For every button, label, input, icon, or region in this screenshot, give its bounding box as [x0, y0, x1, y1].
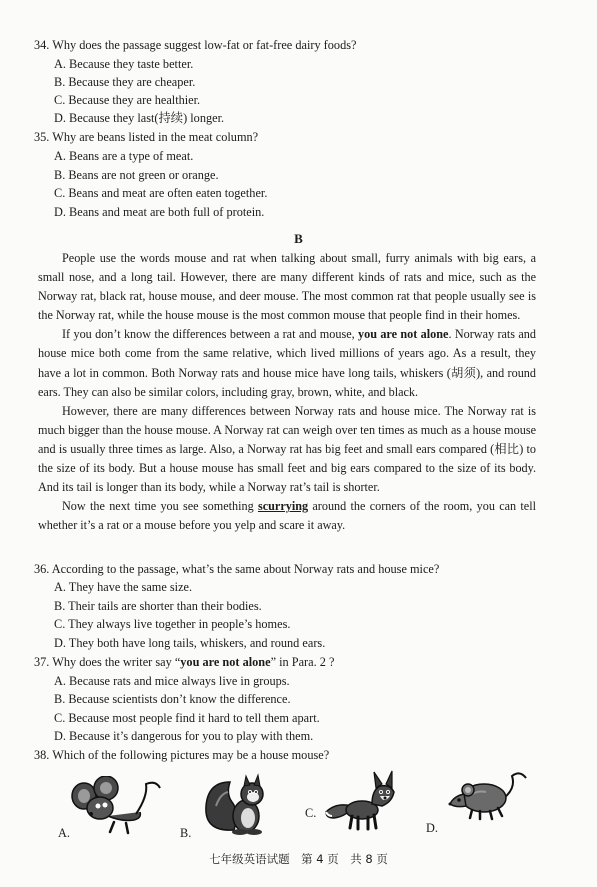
picture-a-label: A. [58, 826, 70, 840]
p2-text-before: If you don’t know the differences between a rat and mouse, [62, 327, 359, 342]
question-34-option-c: C. Because they are healthier. [54, 93, 201, 107]
p2-text-after: . Norway rats and house mice both come from the same relative, which lived millions of years ago. As a result, they have a lot in common. Both Norway rats and house mice have long tails, whiskers (胡须), and round ears. They can also be similar colors, including gray, brown, white, and black. [38, 327, 536, 399]
question-36-option-d: D. They both have long tails, whiskers, and round ears. [54, 636, 326, 650]
question-34-stem: 34. Why does the passage suggest low-fat or fat-free dairy foods? [34, 38, 357, 52]
p4-text-before: Now the next time you see something [62, 499, 258, 514]
question-36-stem: 36. According to the passage, what’s the same about Norway rats and house mice? [34, 562, 440, 576]
reading-passage [38, 249, 536, 535]
p2-bold-phrase: you are not alone [358, 327, 449, 342]
picture-b-label: B. [180, 826, 192, 840]
section-heading: B [294, 231, 303, 246]
question-37-stem [34, 655, 334, 670]
passage-paragraph-1: People use the words mouse and rat when talking about small, furry animals with big ears, a small nose, and a long tail. However, there are many different kinds of rats and mice, such as the Norway rat, black rat, house mouse, and deer mouse. The most common rat that people usually see is the Norway rat, while the house mouse is the most common mouse that people find in their homes. [38, 251, 536, 323]
question-36-option-a: A. They have the same size. [54, 580, 193, 594]
picture-c-label: C. [305, 806, 317, 820]
question-34-option-d: D. Because they last(持续) longer. [54, 111, 225, 125]
question-37-option-b: B. Because scientists don’t know the difference. [54, 692, 291, 706]
p4-underlined-word: scurrying [257, 499, 309, 514]
passage-paragraph-2 [38, 325, 536, 401]
question-37-option-d: D. Because it’s dangerous for you to play with them. [54, 729, 314, 743]
picture-d-label: D. [426, 821, 438, 835]
q37-stem-after: ” in Para. 2 ? [270, 655, 335, 669]
question-36-option-b: B. Their tails are shorter than their bodies. [54, 599, 262, 613]
page-footer: 七年级英语试题 第 4 页 共 8 页 [209, 852, 388, 866]
question-34-option-a: A. Because they taste better. [54, 57, 194, 71]
question-35-option-a: A. Beans are a type of meat. [54, 149, 194, 163]
q37-stem-before: 37. Why does the writer say “ [34, 655, 181, 669]
question-35-option-d: D. Beans and meat are both full of protein. [54, 205, 265, 219]
question-34-option-b: B. Because they are cheaper. [54, 75, 196, 89]
p4-text-after: around the corners of the room, you can tell whether it’s a rat or a mouse before you yelp and scare it away. [38, 499, 536, 533]
passage-paragraph-4 [38, 497, 536, 535]
q37-stem-bold: you are not alone [180, 655, 271, 669]
question-37-option-a: A. Because rats and mice always live in groups. [54, 674, 290, 688]
mouse-big-ears-icon [70, 776, 170, 836]
question-38-stem: 38. Which of the following pictures may be a house mouse? [34, 748, 330, 762]
question-35-option-c: C. Beans and meat are often eaten together. [54, 186, 268, 200]
question-37-option-c: C. Because most people find it hard to tell them apart. [54, 711, 320, 725]
question-35-stem: 35. Why are beans listed in the meat column? [34, 130, 259, 144]
passage-paragraph-3: However, there are many differences between Norway rats and house mice. The Norway rat is much bigger than the house mouse. A Norway rat can weigh over ten times as much as a house mouse and is usually three times as large. Also, a Norway rat has big feet and small ears compared (相比) to the size of its body. But a house mouse has small feet and big ears compared to the size of its body. And its tail is longer than its body, while a Norway rat’s tail is shorter. [38, 403, 536, 495]
question-35-option-b: B. Beans are not green or orange. [54, 168, 219, 182]
squirrel-icon [196, 772, 276, 838]
question-36-option-c: C. They always live together in people’s homes. [54, 617, 291, 631]
rat-icon [446, 768, 530, 826]
fox-icon [322, 768, 402, 832]
